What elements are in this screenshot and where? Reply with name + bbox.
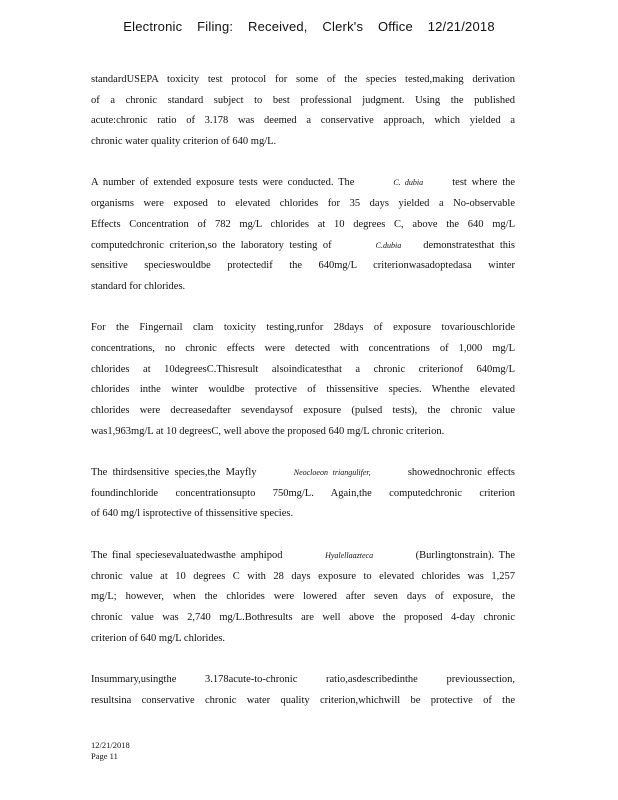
species-name: Hyalellaazteca — [325, 550, 374, 560]
text-line: Insummary,usingthe 3.178acute-to-chronic ratio,asdescribedinthe previoussection, — [91, 673, 515, 685]
paragraph-4 — [91, 463, 515, 525]
paragraph-5 — [91, 546, 515, 649]
text-line: chlorides at 10degreesC.Thisresult alsoindicatesthat a chronic criterionof 640mg/L — [91, 363, 515, 375]
text-line-mixed — [91, 236, 515, 257]
text-line: of a chronic standard subject to best professional judgment. Using the published — [91, 94, 515, 106]
text-line: chronic value at 10 degrees C with 28 days exposure to elevated chlorides was 1,257 — [91, 570, 515, 582]
text-line: mg/L; however, when the chlorides were lowered after seven days of exposure, the — [91, 591, 515, 603]
text-line: organisms were exposed to elevated chlorides for 35 days yielded a No-observable — [91, 198, 515, 210]
text-segment: computedchronic criterion,so the laboratory testing of — [91, 239, 332, 251]
text-segment: The thirdsensitive species,the Mayfly — [91, 467, 257, 479]
page-footer — [91, 740, 130, 762]
text-line: Effects Concentration of 782 mg/L chlorides at 10 degrees C, above the 640 mg/L — [91, 218, 515, 230]
species-name: C.dubia — [375, 240, 402, 250]
text-segment: A number of extended exposure tests were conducted. The — [91, 177, 355, 189]
text-line: criterion of 640 mg/L chlorides. — [91, 632, 226, 644]
text-line-mixed — [91, 173, 515, 194]
text-segment: The final speciesevaluatedwasthe amphipod — [91, 549, 283, 561]
text-line: acute:chronic ratio of 3.178 was deemed a conservative approach, which yielded a — [91, 115, 515, 127]
text-line: concentrations, no chronic effects were detected with concentrations of 1,000 mg/L — [91, 342, 515, 354]
text-line: standard for chlorides. — [91, 280, 186, 292]
text-line: was1,963mg/L at 10 degreesC, well above the proposed 640 mg/L chronic criterion. — [91, 425, 445, 437]
paragraph-1 — [91, 70, 515, 153]
page-number: Page 11 — [91, 751, 118, 761]
text-line: chlorides inthe winter wouldbe protective of thissensitive species. Whenthe elevated — [91, 384, 515, 396]
paragraph-3 — [91, 318, 515, 442]
species-name: C. dubia — [393, 178, 424, 188]
text-segment: showednochronic effects — [407, 467, 516, 479]
text-line: of 640 mg/l isprotective of thissensitive species. — [91, 508, 294, 520]
text-line: chronic water quality criterion of 640 mg/L. — [91, 136, 277, 148]
text-line: foundinchloride concentrationsupto 750mg/L. Again,the computedchronic criterion — [91, 487, 515, 499]
paragraph-6 — [91, 670, 515, 711]
text-line: sensitive specieswouldbe protectedif the 640mg/L criterionwasadoptedasa winter — [91, 260, 515, 272]
text-line: For the Fingernail clam toxicity testing,runfor 28days of exposure tovariouschloride — [91, 322, 515, 334]
text-line: chronic value was 2,740 mg/L.Bothresults are well above the proposed 4-day chronic — [91, 611, 515, 623]
species-name: Neocloeon triangulifer, — [293, 468, 371, 478]
text-line-mixed — [91, 463, 515, 484]
paragraph-2 — [91, 173, 515, 297]
text-line: resultsina conservative chronic water quality criterion,whichwill be protective of the — [91, 694, 515, 706]
text-segment: demonstratesthat this — [423, 239, 516, 251]
text-line: standardUSEPA toxicity test protocol for some of the species tested,making derivation — [91, 74, 515, 85]
text-segment: test where the — [452, 177, 516, 189]
filing-header: Electronic Filing: Received, Clerk's Office 12/21/2018 — [123, 19, 495, 34]
document-body — [91, 70, 515, 732]
text-segment: (Burlingtonstrain). The — [415, 549, 515, 561]
text-line-mixed — [91, 546, 515, 567]
text-line: chlorides were decreasedafter sevendaysof exposure (pulsed tests), the chronic value — [91, 405, 515, 416]
footer-date: 12/21/2018 — [91, 740, 130, 750]
